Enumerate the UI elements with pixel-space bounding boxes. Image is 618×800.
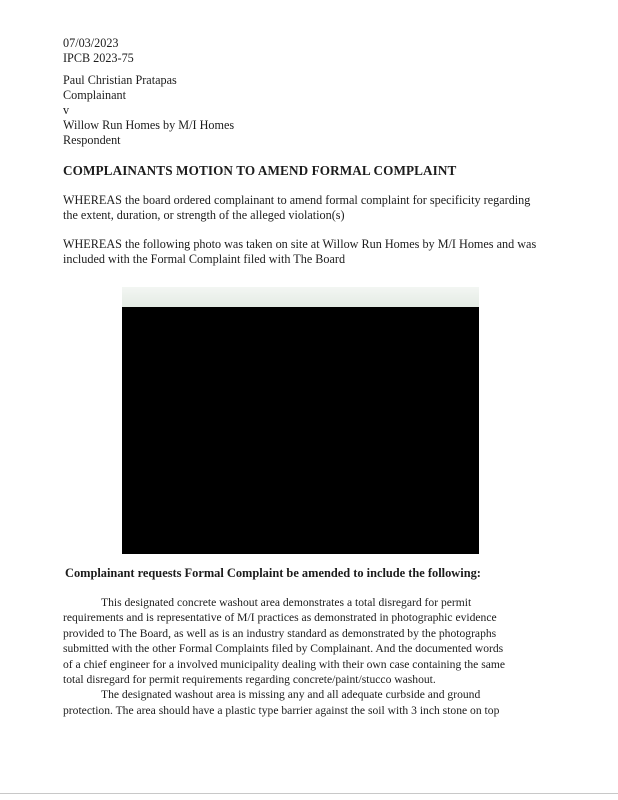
whereas-2-line: included with the Formal Complaint filed with The Board (63, 252, 346, 267)
amendment-subheading: Complainant requests Formal Complaint be amended to include the following: (65, 566, 481, 580)
versus-label: v (63, 103, 70, 117)
body-line: provided to The Board, as well as is an industry standard as demonstrated by the photographs (63, 626, 497, 640)
whereas-2-line: WHEREAS the following photo was taken on site at Willow Run Homes by M/I Homes and was (63, 237, 537, 251)
body-line: submitted with the other Formal Complaints filed by Complainant. And the documented words (63, 642, 504, 656)
body-line: requirements and is representative of M/I practices as demonstrated in photographic evidence (63, 611, 497, 625)
body-line: The designated washout area is missing any and all adequate curbside and ground (101, 688, 481, 702)
body-line: This designated concrete washout area demonstrates a total disregard for permit (101, 596, 472, 609)
whereas-paragraph-1 (63, 193, 543, 223)
complainant-role: Complainant (63, 88, 126, 102)
photo-top-strip (122, 287, 479, 307)
page-bottom-rule (0, 793, 618, 794)
respondent-name: Willow Run Homes by M/I Homes (63, 118, 235, 132)
site-photo (122, 287, 479, 554)
amendment-body (63, 595, 543, 718)
respondent-role: Respondent (63, 133, 121, 147)
body-line: total disregard for permit requirements regarding concrete/paint/stucco washout. (63, 673, 436, 687)
filing-date: 07/03/2023 (63, 36, 119, 50)
body-line: of a chief engineer for a involved municipality dealing with their own case containing the same (63, 657, 506, 671)
whereas-paragraph-2 (63, 237, 543, 267)
body-line: protection. The area should have a plastic type barrier against the soil with 3 inch stone on top (63, 703, 500, 717)
photo-redacted-area (122, 307, 479, 554)
complainant-name: Paul Christian Pratapas (63, 73, 177, 87)
document-title: COMPLAINANTS MOTION TO AMEND FORMAL COMPLAINT (63, 163, 457, 178)
case-number: IPCB 2023-75 (63, 51, 134, 65)
whereas-1-line: WHEREAS the board ordered complainant to amend formal complaint for specificity regarding (63, 193, 531, 207)
whereas-1-line: the extent, duration, or strength of the alleged violation(s) (63, 208, 345, 223)
